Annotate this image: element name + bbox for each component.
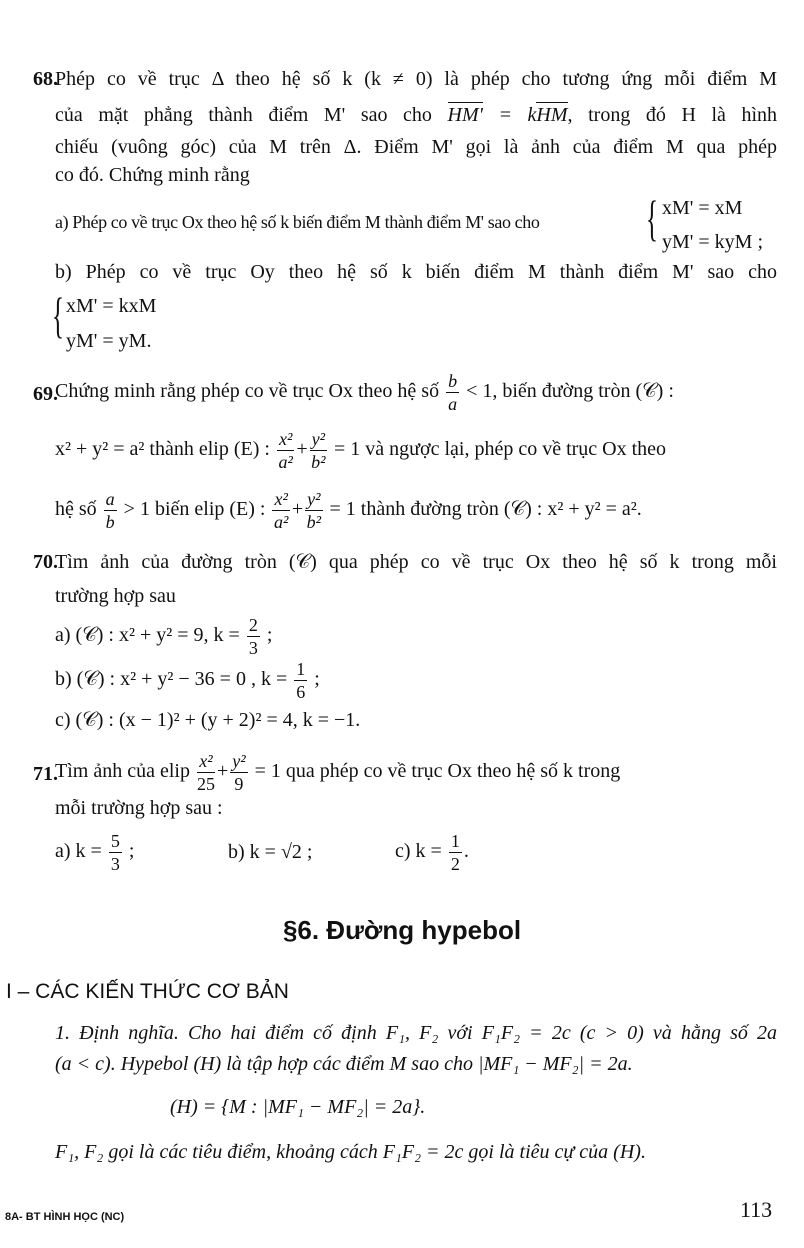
numerator: 1 <box>296 659 306 679</box>
text: = 1 thành đường tròn (𝒞) : x² + y² = a². <box>329 498 642 521</box>
denominator: b² <box>311 452 326 472</box>
text: Chứng minh rằng phép co về trục Ox theo hệ số <box>55 380 440 403</box>
text: ; <box>314 668 320 691</box>
text: a) k = <box>55 840 102 863</box>
text: c) k = <box>395 840 442 863</box>
denominator: b² <box>306 512 322 532</box>
text-line: F₁, F₂ gọi là các tiêu điểm, khoảng cách F₁F₂ = 2c gọi là tiêu cự của (H). <box>55 1141 646 1163</box>
text-line <box>55 488 642 533</box>
part-a: a) Phép co về trục Ox theo hệ số k biến điểm M thành điểm M' sao cho <box>55 212 540 232</box>
text: . <box>463 840 469 863</box>
exercise-number: 69. <box>33 383 58 405</box>
footer-book-title: 8A- BT HÌNH HỌC (NC) <box>5 1211 125 1223</box>
fraction <box>197 750 215 795</box>
text: + <box>216 760 229 783</box>
brace: { <box>52 287 64 343</box>
denominator: a <box>448 394 458 414</box>
text: ; <box>266 624 273 647</box>
text-line <box>55 103 777 127</box>
exercise-number: 71. <box>33 763 58 785</box>
text: hệ số <box>55 498 97 521</box>
system-eq: xM' = xM <box>662 197 743 219</box>
part-a <box>55 614 272 659</box>
text-line <box>55 370 674 415</box>
text-line: Phép co về trục Δ theo hệ số k (k ≠ 0) là phép cho tương ứng mỗi điểm M <box>55 68 777 90</box>
text: a) (𝒞) : x² + y² = 9, k = <box>55 624 240 647</box>
formula: (H) = {M : |MF₁ − MF₂| = 2a}. <box>170 1096 426 1118</box>
part-a <box>55 830 134 875</box>
numerator: b <box>448 371 458 391</box>
system-eq: yM' = yM. <box>66 330 152 352</box>
brace: { <box>646 190 658 246</box>
numerator: 5 <box>110 831 120 851</box>
text: Tìm ảnh của elip <box>55 760 190 783</box>
text: b) (𝒞) : x² + y² − 36 = 0 , k = <box>55 668 288 691</box>
text-line: chiếu (vuông góc) của M trên Δ. Điểm M' gọi là ảnh của điểm M qua phép <box>55 136 777 158</box>
denominator: 3 <box>110 854 120 874</box>
text: = 1 và ngược lại, phép co về trục Ox theo <box>334 438 667 461</box>
numerator: y² <box>232 751 246 771</box>
text-line: Tìm ảnh của đường tròn (𝒞) qua phép co về trục Ox theo hệ số k trong mỗi <box>55 551 777 573</box>
numerator: x² <box>274 489 288 509</box>
fraction <box>104 488 117 533</box>
denominator: 6 <box>296 682 306 702</box>
text: + <box>296 438 308 461</box>
denominator: a² <box>278 452 293 472</box>
denominator: a² <box>273 512 289 532</box>
text: = k <box>482 104 537 126</box>
fraction <box>247 614 260 659</box>
system-eq: yM' = kyM ; <box>662 231 764 253</box>
subsection-heading: I – CÁC KIẾN THỨC CƠ BẢN <box>6 980 289 1003</box>
exercise-number: 70. <box>33 551 58 573</box>
part-b <box>55 658 320 703</box>
text: của mặt phẳng thành điểm M' sao cho <box>55 104 432 126</box>
numerator: 1 <box>450 831 460 851</box>
exercise-number: 68. <box>33 68 58 90</box>
text-line: mỗi trường hợp sau : <box>55 797 223 819</box>
part-b: b) Phép co về trục Oy theo hệ số k biến điểm M thành điểm M' sao cho <box>55 261 777 283</box>
numerator: y² <box>311 429 326 449</box>
part-c: c) (𝒞) : (x − 1)² + (y + 2)² = 4, k = −1. <box>55 709 361 731</box>
text: + <box>291 498 304 521</box>
page-number: 113 <box>740 1197 773 1222</box>
part-b: b) k = √2 ; <box>228 841 313 863</box>
fraction <box>305 488 322 533</box>
numerator: 2 <box>248 615 258 635</box>
text: x² + y² = a² thành elip (E) : <box>55 438 270 461</box>
vector: HM <box>536 104 568 126</box>
fraction <box>310 428 327 473</box>
text: > 1 biến elip (E) : <box>123 498 266 521</box>
numerator: x² <box>199 751 213 771</box>
vector: HM' <box>447 104 483 126</box>
part-c <box>395 830 469 875</box>
fraction <box>449 830 462 875</box>
denominator: 9 <box>234 774 244 794</box>
text-line: 1. Định nghĩa. Cho hai điểm cố định F₁, F₂ với F₁F₂ = 2c (c > 0) và hằng số 2a <box>55 1022 777 1044</box>
fraction <box>294 658 307 703</box>
text-line: trường hợp sau <box>55 585 176 607</box>
section-title: §6. Đường hypebol <box>282 915 522 945</box>
text-line <box>55 750 620 795</box>
denominator: 3 <box>248 638 258 658</box>
fraction <box>277 428 294 473</box>
fraction <box>446 370 459 415</box>
denominator: 2 <box>450 854 460 874</box>
text: ; <box>128 840 135 863</box>
numerator: a <box>105 489 115 509</box>
text: , trong đó H là hình <box>567 104 778 126</box>
text-line: co đó. Chứng minh rằng <box>55 164 250 186</box>
text: < 1, biến đường tròn (𝒞) : <box>466 380 674 403</box>
fraction <box>109 830 122 875</box>
text-line: (a < c). Hypebol (H) là tập hợp các điểm M sao cho |MF₁ − MF₂| = 2a. <box>55 1053 633 1075</box>
numerator: y² <box>307 489 321 509</box>
text-line <box>55 428 666 473</box>
numerator: x² <box>278 429 293 449</box>
denominator: b <box>105 512 115 532</box>
fraction <box>272 488 289 533</box>
denominator: 25 <box>196 774 215 794</box>
fraction <box>230 750 247 795</box>
text: = 1 qua phép co về trục Ox theo hệ số k trong <box>254 760 621 783</box>
system-eq: xM' = kxM <box>66 295 157 317</box>
